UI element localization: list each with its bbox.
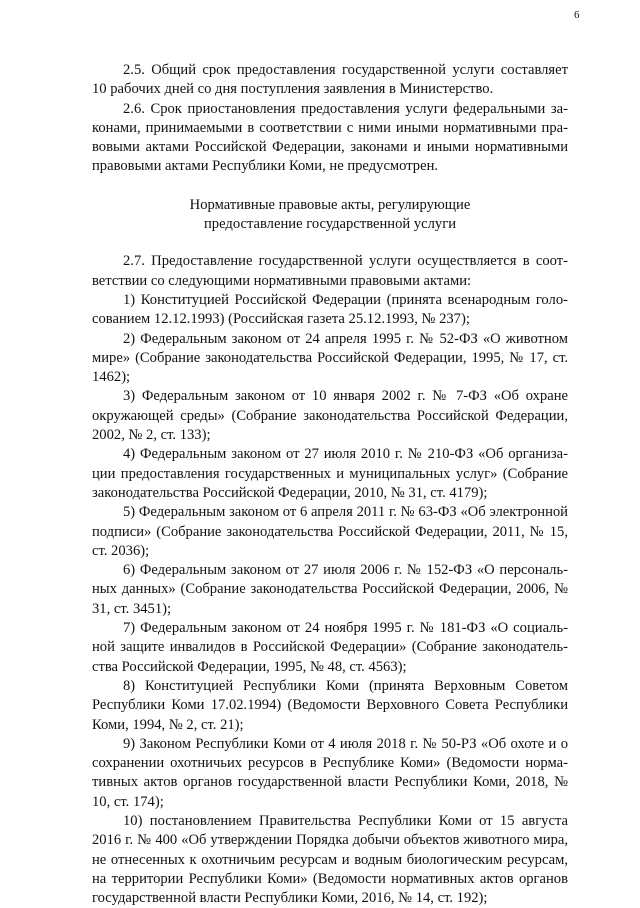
section-heading	[92, 196, 568, 235]
list-item-5: 5) Федеральным законом от 6 апреля 2011 г. № 63-ФЗ «Об электронной подписи» (Собрание законодательства Российской Федерации, 2011, № 15, ст. 2036);	[92, 504, 568, 559]
paragraph-2-6: 2.6. Срок приостановления предоставления услуги федеральными законами, принимаемыми в соответствии с ними иными нормативными правовыми актами Российской Федерации, законами и иными нормативными правовыми актами Республики Коми, не предусмотрен.	[92, 100, 568, 175]
list-item-6: 6) Федеральным законом от 27 июля 2006 г. № 152-ФЗ «О персональных данных» (Собрание законодательства Российской Федерации, 2006, № 31, ст. 3451);	[92, 562, 568, 617]
list-item-10: 10) постановлением Правительства Республики Коми от 15 августа 2016 г. № 400 «Об утверждении Порядка добычи объектов животного мира, не отнесенных к охотничьим ресурсам и водным биологическим ресурсам, на территории Республики Коми» (Ведомости нормативных актов органов государственной власти Республики Коми, 2016, № 14, ст. 192);	[92, 812, 568, 907]
list-item-7: 7) Федеральным законом от 24 ноября 1995 г. № 181-ФЗ «О социальной защите инвалидов в Российской Федерации» (Собрание законодательства Российской Федерации, 1995, № 48, ст. 4563);	[92, 620, 568, 675]
paragraph-2-7: 2.7. Предоставление государственной услуги осуществляется в соответствии со следующими нормативными правовыми актами:	[92, 253, 568, 289]
list-item-2: 2) Федеральным законом от 24 апреля 1995 г. № 52-ФЗ «О животном мире» (Собрание законодательства Российской Федерации, 1995, № 17, ст. 1462);	[92, 330, 568, 386]
list-item-8: 8) Конституцией Республики Коми (принята Верховным Советом Республики Коми 17.02.1994) (Ведомости Верховного Совета Республики Коми, 1994, № 2, ст. 21);	[92, 677, 568, 733]
paragraph-2-5: 2.5. Общий срок предоставления государственной услуги составляет 10 рабочих дней со дня поступления заявления в Министерство.	[92, 62, 568, 98]
section-heading-line-2: предоставление государственной услуги	[204, 216, 456, 233]
page-number: 6	[574, 9, 580, 21]
list-item-9: 9) Законом Республики Коми от 4 июля 2018 г. № 50-РЗ «Об охоте и о сохранении охотничьих ресурсов в Республике Коми» (Ведомости нормативных актов органов государственной власти Республики Коми, 2018, № 10, ст. 174);	[92, 735, 568, 810]
list-item-1: 1) Конституцией Российской Федерации (принята всенародным голосованием 12.12.1993) (Российская газета 25.12.1993, № 237);	[92, 291, 568, 328]
list-item-3: 3) Федеральным законом от 10 января 2002 г. № 7-ФЗ «Об охране окружающей среды» (Собрание законодательства Российской Федерации, 2002, № 2, ст. 133);	[92, 388, 568, 444]
document-body	[92, 61, 568, 908]
section-heading-line-1: Нормативные правовые акты, регулирующие	[189, 196, 471, 213]
list-item-4: 4) Федеральным законом от 27 июля 2010 г. № 210-ФЗ «Об организации предоставления государственных и муниципальных услуг» (Собрание законодательства Российской Федерации, 2010, № 31, ст. 4179);	[92, 446, 568, 501]
